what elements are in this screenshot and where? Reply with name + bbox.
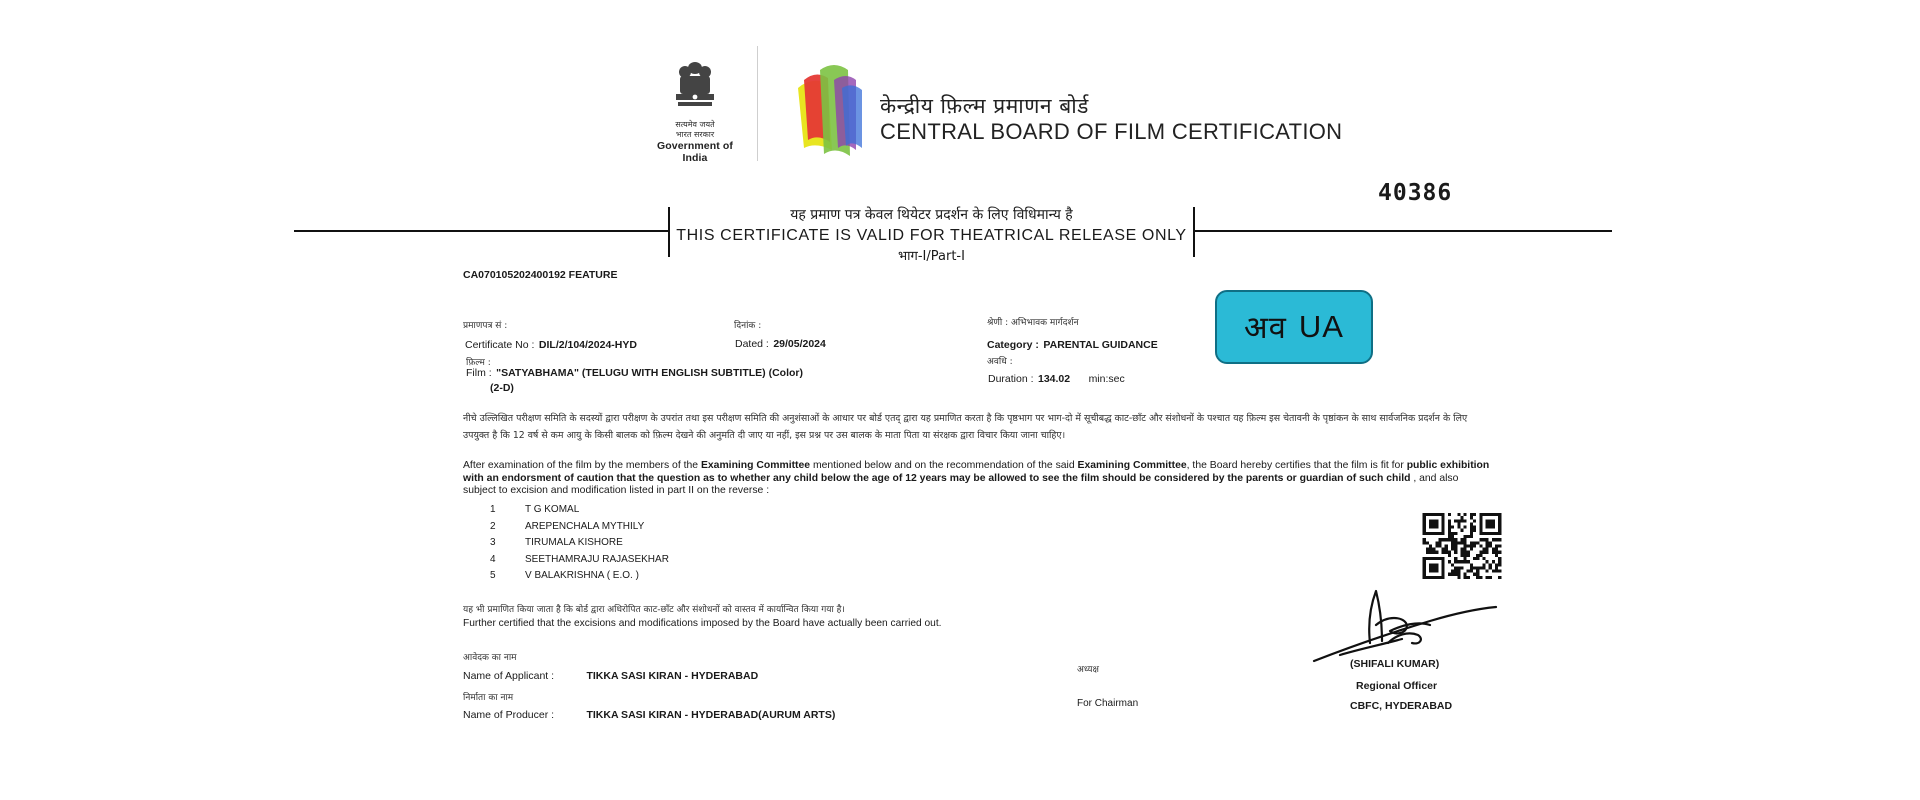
certificate-number-value: DIL/2/104/2024-HYD (538, 339, 637, 351)
signatory-name: (SHIFALI KUMAR) (1350, 658, 1440, 670)
list-item (490, 521, 669, 538)
rating-badge (1215, 290, 1373, 364)
list-item (490, 537, 669, 554)
list-item (490, 570, 669, 587)
banner-rule-left (294, 230, 669, 232)
member-number: 2 (490, 520, 496, 532)
film-title: "SATYABHAMA" (TELUGU WITH ENGLISH SUBTITLE) (Color) (496, 367, 803, 379)
duration-hindi-label: अवधि : (987, 357, 1013, 367)
validity-banner (670, 205, 1193, 267)
applicant-label: Name of Applicant : (463, 670, 555, 682)
qr-code-icon[interactable] (1422, 513, 1502, 579)
cert-text-part-1: After examination of the film by the members of the (463, 460, 701, 471)
org-name-english: CENTRAL BOARD OF FILM CERTIFICATION (880, 119, 1343, 144)
ashoka-lion-emblem-icon (670, 58, 720, 120)
emblem-motto: सत्यमेव जयते (675, 120, 715, 129)
date-hindi-label: दिनांक : (734, 321, 762, 331)
member-name: AREPENCHALA MYTHILY (525, 520, 645, 532)
producer-label: Name of Producer : (463, 709, 555, 721)
rating-hindi: अव (1244, 310, 1287, 346)
film-format: (2-D) (490, 382, 514, 394)
member-number: 4 (490, 553, 496, 565)
further-certified-hindi: यह भी प्रमाणित किया जाता है कि बोर्ड द्वारा अधिरोपित काट-छाँट और संशोधनों को वास्तव में कार्यान्वित किया गया है। (463, 605, 845, 615)
examining-committee-list (490, 504, 669, 587)
emblem-gov-hindi: भारत सरकार (675, 130, 715, 139)
producer-value: TIKKA SASI KIRAN - HYDERABAD(AURUM ARTS) (586, 709, 836, 721)
applicant-row (463, 666, 758, 684)
list-item (490, 554, 669, 571)
duration-unit: min:sec (1088, 373, 1125, 385)
member-number: 3 (490, 537, 496, 548)
banner-rule-right (1194, 230, 1612, 232)
certificate-number-hindi-label: प्रमाणपत्र सं : (463, 321, 508, 331)
member-name: TIRUMALA KISHORE (525, 537, 623, 548)
header-divider (757, 46, 758, 161)
part-label: भाग-I/Part-I (898, 249, 965, 264)
producer-hindi-label: निर्माता का नाम (463, 693, 514, 703)
category-row (987, 335, 1158, 353)
cert-text-part-2: mentioned below and on the recommendation of the said (810, 460, 1078, 471)
cert-text-bold-1: Examining Committee (700, 460, 811, 471)
certificate-number-label: Certificate No : (465, 339, 535, 351)
category-hindi-label: श्रेणी : अभिभावक मार्गदर्शन (987, 318, 1079, 328)
reference-number: CA070105202400192 FEATURE (463, 269, 618, 281)
duration-label: Duration : (988, 373, 1034, 385)
date-row (735, 334, 826, 352)
member-name: V BALAKRISHNA ( E.O. ) (525, 570, 639, 581)
member-number: 5 (490, 570, 496, 581)
cbfc-logo-icon (790, 50, 870, 165)
member-name: T G KOMAL (525, 504, 580, 515)
producer-row (463, 705, 835, 723)
film-label: Film : (466, 367, 492, 379)
member-number: 1 (490, 504, 496, 515)
signature-icon (1310, 585, 1500, 665)
film-hindi-label: फ़िल्म : (466, 358, 491, 368)
duration-row (988, 369, 1125, 387)
for-chairman-label: For Chairman (1077, 698, 1139, 709)
cert-text-part-3: , the Board hereby certifies that the film is fit for (1186, 460, 1407, 471)
category-label: Category : (987, 339, 1039, 351)
applicant-value: TIKKA SASI KIRAN - HYDERABAD (586, 670, 759, 682)
government-emblem (650, 58, 740, 168)
chairman-hindi: अध्यक्ष (1077, 665, 1099, 675)
validity-hindi: यह प्रमाण पत्र केवल थियेटर प्रदर्शन के लिए विधिमान्य है (790, 207, 1073, 223)
list-item (490, 504, 669, 521)
film-row (466, 365, 896, 395)
emblem-gov-english: Government of India (657, 140, 733, 164)
cert-text-part-4: , and also subject to excision and modification listed in part II on the reverse : (463, 472, 1459, 496)
date-value: 29/05/2024 (773, 338, 826, 350)
certification-text-english (463, 460, 1491, 498)
duration-value: 134.02 (1037, 373, 1071, 385)
date-label: Dated : (735, 338, 769, 350)
cert-text-bold-2: Examining Committee (1077, 460, 1187, 471)
member-name: SEETHAMRAJU RAJASEKHAR (525, 553, 669, 565)
rating-english: UA (1298, 309, 1344, 344)
further-certified-english: Further certified that the excisions and modifications imposed by the Board have actually been carried out. (463, 618, 942, 629)
validity-english: THIS CERTIFICATE IS VALID FOR THEATRICAL RELEASE ONLY (676, 227, 1187, 244)
applicant-hindi-label: आवेदक का नाम (463, 653, 517, 663)
cert-text-bold-3: public exhibition with an endorsment of caution that the question as to whether any child below the age of 12 years may be allowed to see the film should be considered by the parents or guardian of such child (463, 460, 1490, 484)
banner-tick-right (1193, 207, 1195, 257)
certification-text-hindi: नीचे उल्लिखित परीक्षण समिति के सदस्यों द्वारा परीक्षण के उपरांत तथा इस परीक्षण समिति की अनुशंसाओं के आधार पर बोर्ड एतद् द्वारा यह प्रमाणित करता है कि पृष्ठभाग पर भाग-दो में सूचीबद्ध काट-छाँट और संशोधनों के पश्चात यह फ़िल्म इस चेतावनी के पृष्ठांकन के साथ सार्वजनिक प्रदर्शन के लिए उपयुक्त है कि 12 वर्ष से कम आयु के किसी बालक को फ़िल्म देखने की अनुमति दी जाए या नहीं, इस प्रश्न पर उस बालक के माता पिता या संरक्षक द्वारा विचार किया जाना चाहिए। (463, 413, 1468, 441)
category-value: PARENTAL GUIDANCE (1043, 339, 1158, 351)
certificate-serial-number: 40386 (1378, 180, 1453, 206)
org-name-hindi: केन्द्रीय फ़िल्म प्रमाणन बोर्ड (880, 94, 1089, 118)
certificate-number-row (465, 335, 637, 353)
signatory-role: Regional Officer (1356, 680, 1438, 692)
signatory-office: CBFC, HYDERABAD (1350, 700, 1453, 712)
